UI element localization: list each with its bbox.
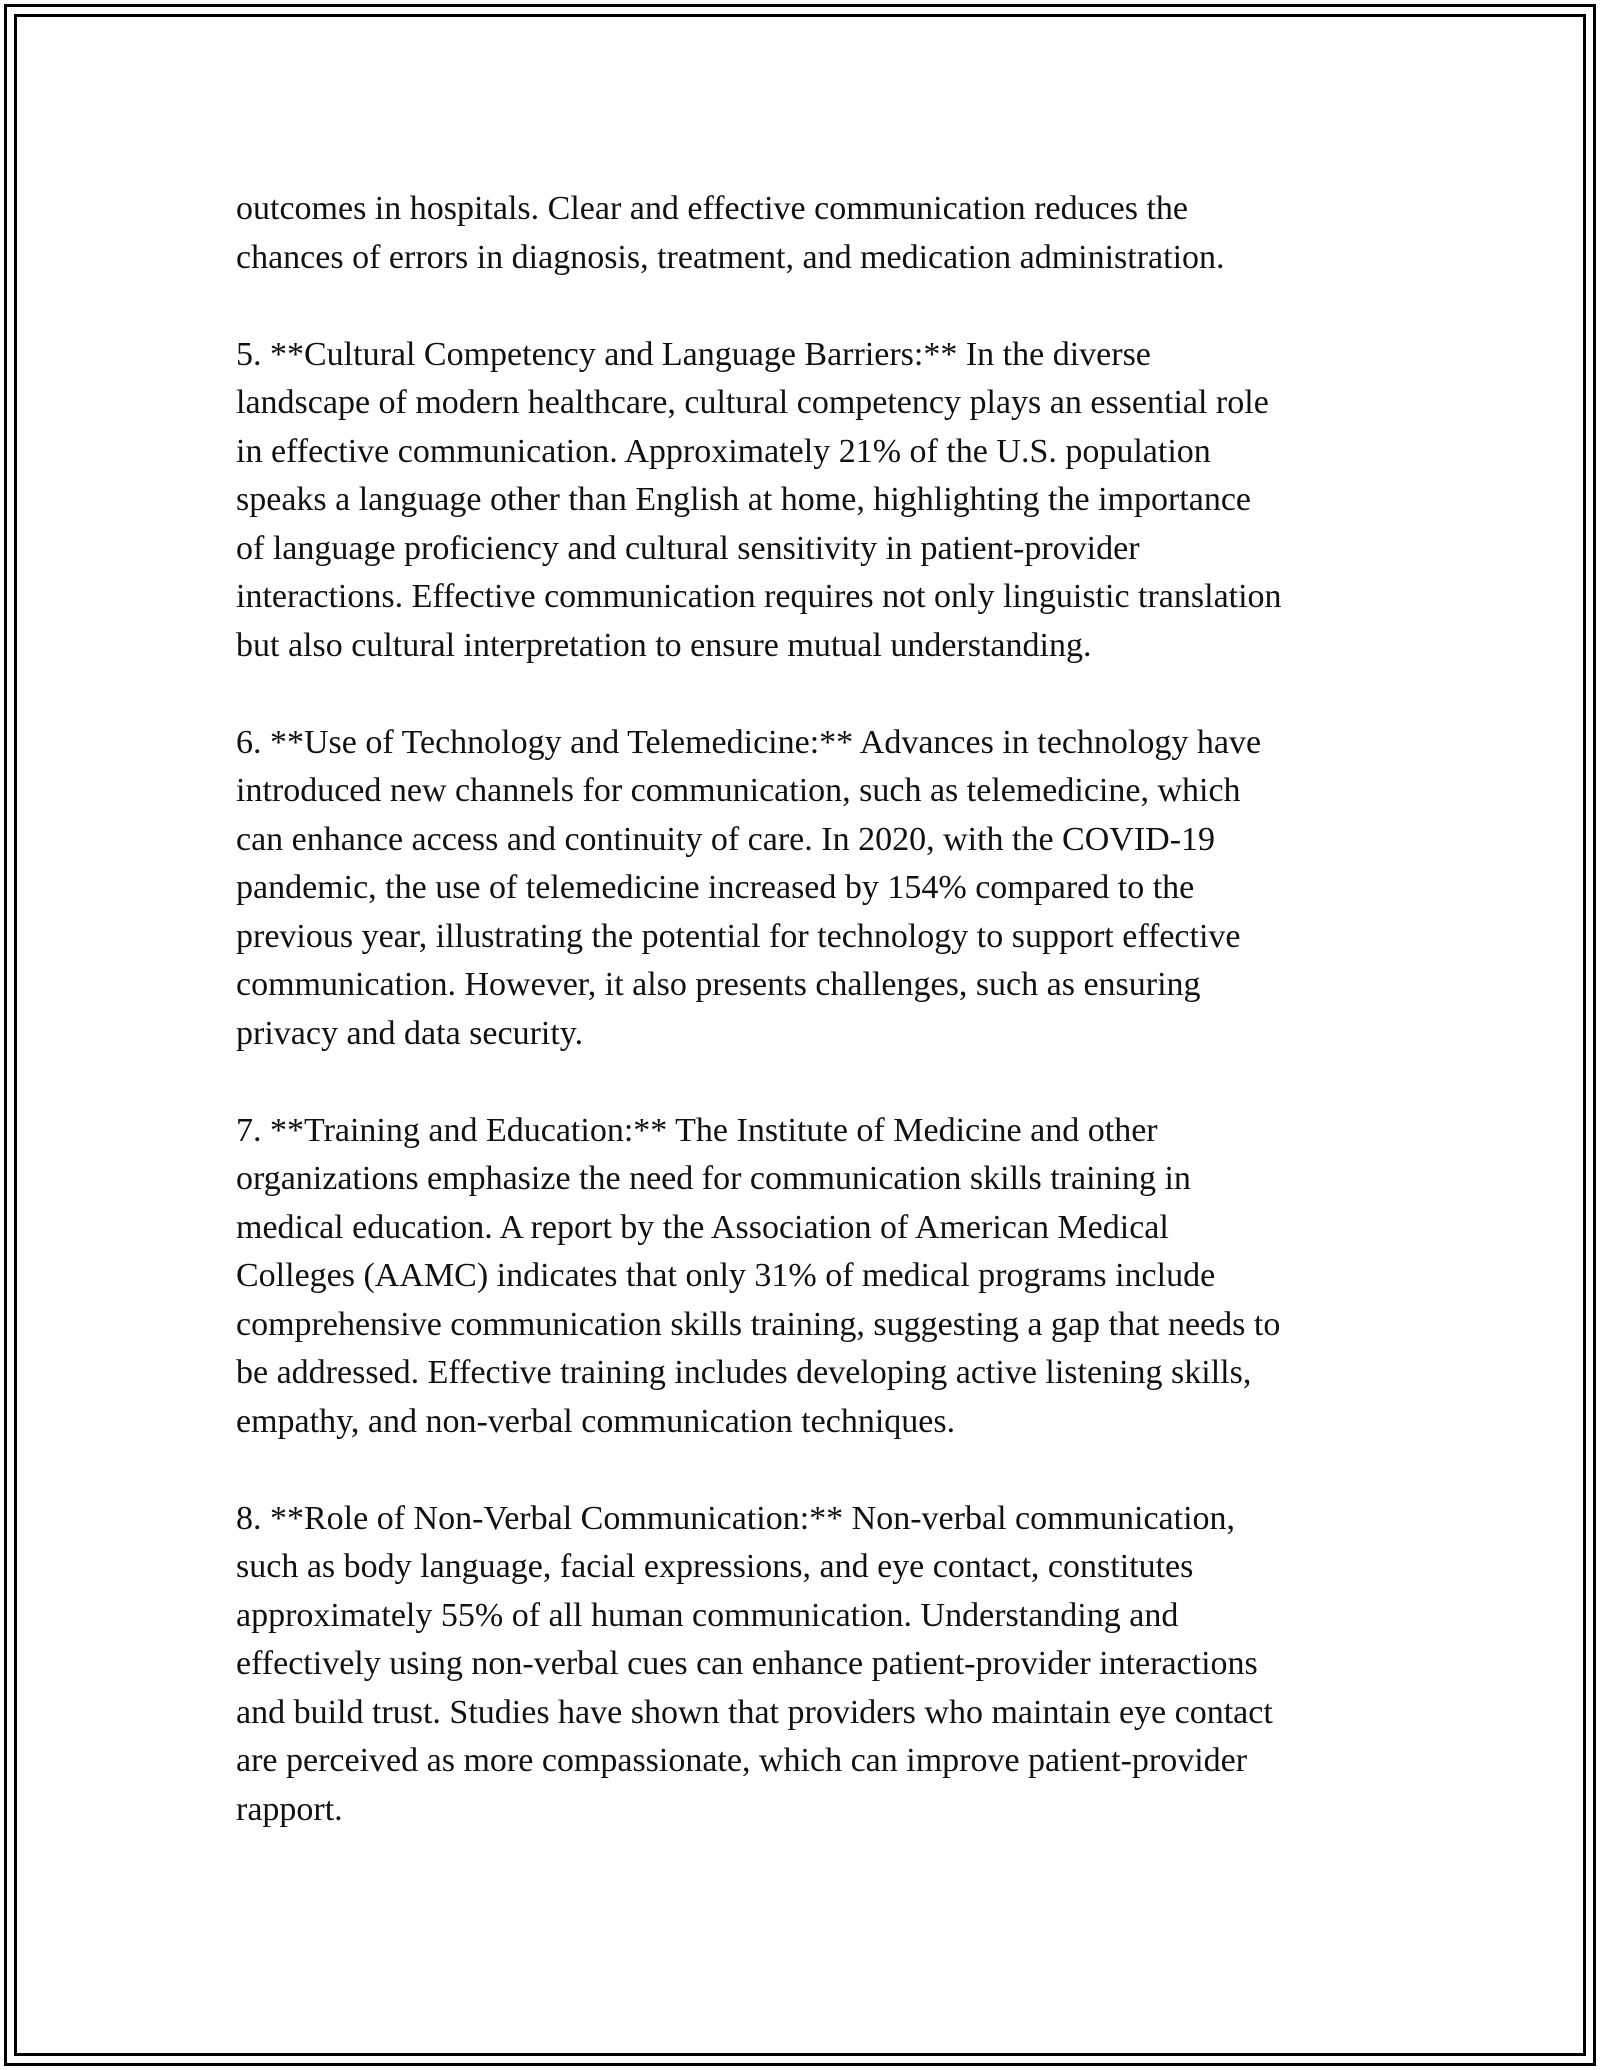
paragraph-technology-telemedicine: 6. **Use of Technology and Telemedicine:** Advances in technology have introduced new channels for communication, such as telemedicine, which can enhance access and continuity of care. In 2020, with the COVID-19 pandemic, the use of telemedicine increased by 154% compared to the previous year, illustrating the potential for technology to support effective communication. However, it also presents challenges, such as ensuring privacy and data security. [236,723,1262,1052]
paragraph-cultural-competency: 5. **Cultural Competency and Language Barriers:** In the diverse landscape of modern healthcare, cultural competency plays an essential role in effective communication. Approximately 21% of the U.S. population speaks a language other than English at home, highlighting the importance of language proficiency and cultural sensitivity in patient-provider interactions. Effective communication requires not only linguistic translation but also cultural interpretation to ensure mutual understanding. [236,335,1282,664]
paragraph-training-education: 7. **Training and Education:** The Institute of Medicine and other organizations emphasize the need for communication skills training in medical education. A report by the Association of American Medical Colleges (AAMC) indicates that only 31% of medical programs include comprehensive communication skills training, suggesting a gap that needs to be addressed. Effective training includes developing active listening skills, empathy, and non-verbal communication techniques. [236,1111,1281,1440]
paragraph-intro-continuation: outcomes in hospitals. Clear and effective communication reduces the chances of errors in diagnosis, treatment, and medication administration. [236,190,1225,276]
paragraph-non-verbal-communication: 8. **Role of Non-Verbal Communication:** Non-verbal communication, such as body language, facial expressions, and eye contact, constitutes approximately 55% of all human communication. Understanding and effectively using non-verbal cues can enhance patient-provider interactions and build trust. Studies have shown that providers who maintain eye contact are perceived as more compassionate, which can improve patient-provider rapport. [236,1499,1273,1828]
document-body [236,185,1376,1834]
